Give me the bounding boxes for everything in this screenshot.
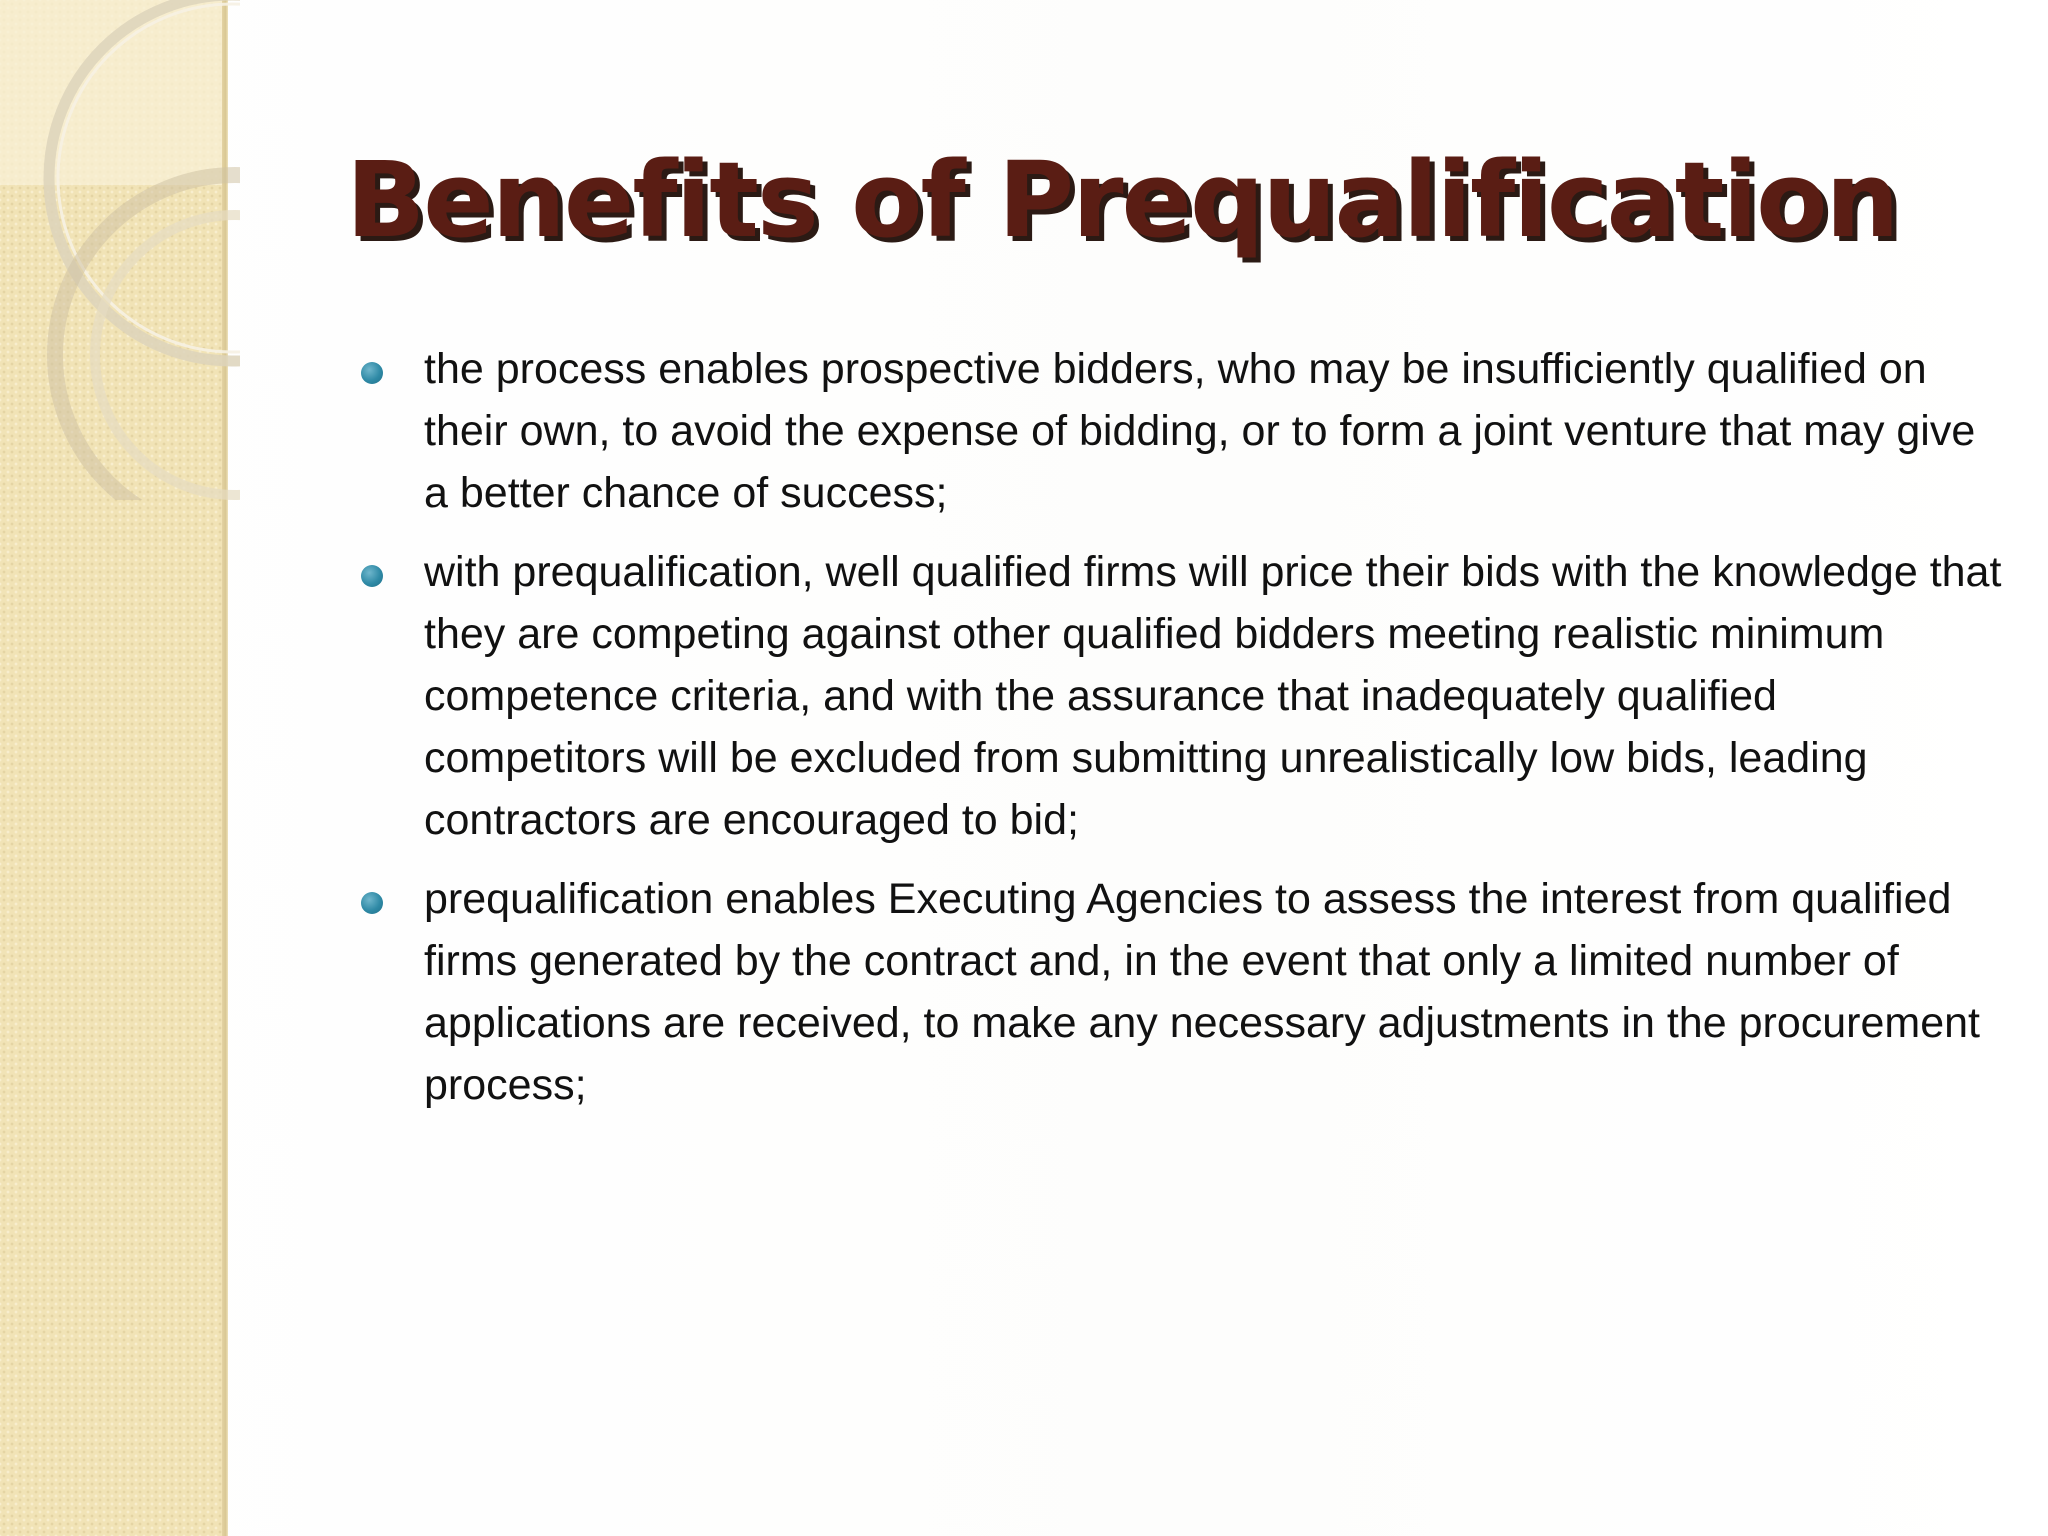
decorative-rings (0, 0, 240, 500)
bullet-dot-icon (361, 565, 383, 587)
bullet-item (356, 868, 2006, 1116)
bullet-text: with prequalification, well qualified firms will price their bids with the knowledge that they are competing against other qualified bidders meeting realistic minimum competence criteria, and with the assurance that inadequately qualified competitors will be excluded from submitting unrealistically low bids, leading contractors are encouraged to bid; (424, 548, 2002, 844)
bullet-item (356, 541, 2006, 851)
bullet-text: the process enables prospective bidders, who may be insufficiently qualified on their own, to avoid the expense of bidding, or to form a joint venture that may give a better chance of success; (424, 345, 1976, 517)
bullet-list (356, 338, 2006, 1133)
bullet-text: prequalification enables Executing Agencies to assess the interest from qualified firms generated by the contract and, in the event that only a limited number of applications are received, to make any necessary adjustments in the procurement process; (424, 875, 1980, 1109)
slide-title: Benefits of Prequalification (346, 139, 1898, 261)
bullet-dot-icon (361, 892, 383, 914)
bullet-item (356, 338, 2006, 524)
bullet-dot-icon (361, 362, 383, 384)
